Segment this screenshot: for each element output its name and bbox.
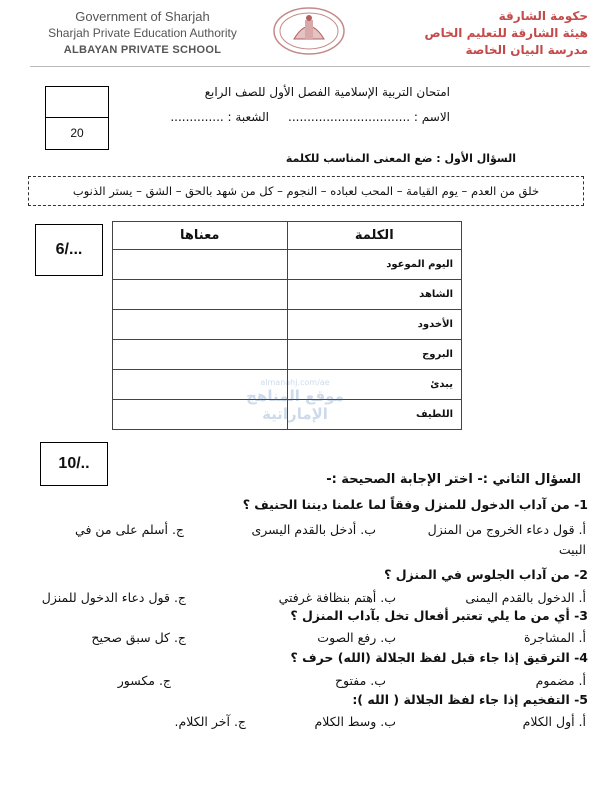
q3-option-c[interactable]: ج. كل سبق صحيح: [91, 630, 186, 645]
exam-title: امتحان التربية الإسلامية الفصل الأول للصف الرابع: [204, 85, 450, 99]
q1-option-a[interactable]: أ. قول دعاء الخروج من المنزل: [427, 522, 586, 537]
q1-title: السؤال الأول : ضع المعنى المناسب للكلمة: [285, 152, 516, 165]
word-cell: اليوم الموعود: [287, 250, 461, 280]
column-meaning: معناها: [113, 222, 288, 250]
question-2-text: 2- من آداب الجلوس في المنزل ؟: [384, 567, 588, 582]
header-arabic: [358, 8, 588, 59]
meaning-answer-cell[interactable]: [113, 310, 288, 340]
score-total: 20: [70, 126, 84, 140]
total-score-box: [45, 86, 109, 150]
name-field[interactable]: الاسم : ................................: [288, 110, 450, 124]
q2-title: السؤال الثاني :- اختر الإجابة الصحيحة :-: [326, 472, 581, 487]
header-en-line1: Government of Sharjah: [75, 9, 210, 24]
question-3-text: 3- أي من ما يلي تعتبر أفعال تخل بآداب المنزل ؟: [290, 608, 588, 623]
header-english: [20, 8, 265, 59]
header-ar-line3: مدرسة البيان الخاصة: [465, 43, 588, 57]
table-header-row: [113, 222, 462, 250]
question-1-text: 1- من آداب الدخول للمنزل وفقاً لما علمنا ديننا الحنيف ؟: [242, 497, 588, 512]
q5-option-b[interactable]: ب. وسط الكلام: [314, 714, 396, 729]
q5-option-a[interactable]: أ. أول الكلام: [522, 714, 586, 729]
meaning-answer-cell[interactable]: [113, 280, 288, 310]
section-field[interactable]: الشعبة : ..............: [170, 110, 269, 124]
word-cell: الأخدود: [287, 310, 461, 340]
student-info-row: [170, 110, 450, 124]
q1-mark-box: 6/...: [35, 224, 103, 276]
table-row: [113, 340, 462, 370]
table-row: [113, 250, 462, 280]
question-5-text: 5- التفخيم إذا جاء لفظ الجلالة ( الله ):: [352, 692, 588, 707]
header-ar-line2: هيئة الشارقة للتعليم الخاص: [424, 26, 588, 40]
q1-option-b[interactable]: ب. أدخل بالقدم اليسرى: [251, 522, 376, 537]
question-4-text: 4- الترقيق إذا جاء قبل لفظ الجلالة (الله) حرف ؟: [290, 650, 588, 665]
word-bank: خلق من العدم – يوم القيامة – المحب لعباده – النجوم – كل من شهد بالحق – الشق – يستر الذنوب: [28, 176, 584, 206]
q4-option-c[interactable]: ج. مكسور: [117, 673, 171, 688]
q1-option-c-continued: البيت: [558, 542, 586, 557]
header-divider: [30, 66, 590, 67]
header-en-line2: Sharjah Private Education Authority: [48, 26, 237, 40]
meaning-answer-cell[interactable]: [113, 340, 288, 370]
watermark-url: almanahj.com/ae: [260, 378, 330, 387]
q5-option-c[interactable]: ج. آخر الكلام.: [174, 714, 246, 729]
q4-option-a[interactable]: أ. مضموم: [535, 673, 586, 688]
school-logo-icon: [272, 6, 346, 56]
q4-option-b[interactable]: ب. مفتوح: [334, 673, 386, 688]
word-cell: يبدئ: [287, 370, 461, 400]
watermark-site-name: موقع المناهج الإماراتية: [246, 387, 344, 423]
header-en-line3: ALBAYAN PRIVATE SCHOOL: [63, 44, 222, 56]
q2-option-a[interactable]: أ. الدخول بالقدم اليمنى: [465, 590, 586, 605]
q2-mark-box: 10/..: [40, 442, 108, 486]
meaning-answer-cell[interactable]: [113, 250, 288, 280]
q3-option-a[interactable]: أ. المشاجرة: [523, 630, 586, 645]
q2-option-b[interactable]: ب. أهتم بنظافة غرفتي: [278, 590, 396, 605]
q3-option-b[interactable]: ب. رفع الصوت: [317, 630, 396, 645]
header-ar-line1: حكومة الشارقة: [498, 9, 588, 23]
word-cell: البروج: [287, 340, 461, 370]
q1-option-c[interactable]: ج. أسلم على من في: [75, 522, 184, 537]
table-row: [113, 310, 462, 340]
column-word: الكلمة: [287, 222, 461, 250]
word-cell: الشاهد: [287, 280, 461, 310]
table-row: [113, 280, 462, 310]
score-empty-cell[interactable]: [46, 87, 108, 118]
watermark: [220, 378, 370, 428]
q2-option-c[interactable]: ج. قول دعاء الدخول للمنزل: [41, 590, 186, 605]
word-cell: اللطيف: [287, 400, 461, 430]
